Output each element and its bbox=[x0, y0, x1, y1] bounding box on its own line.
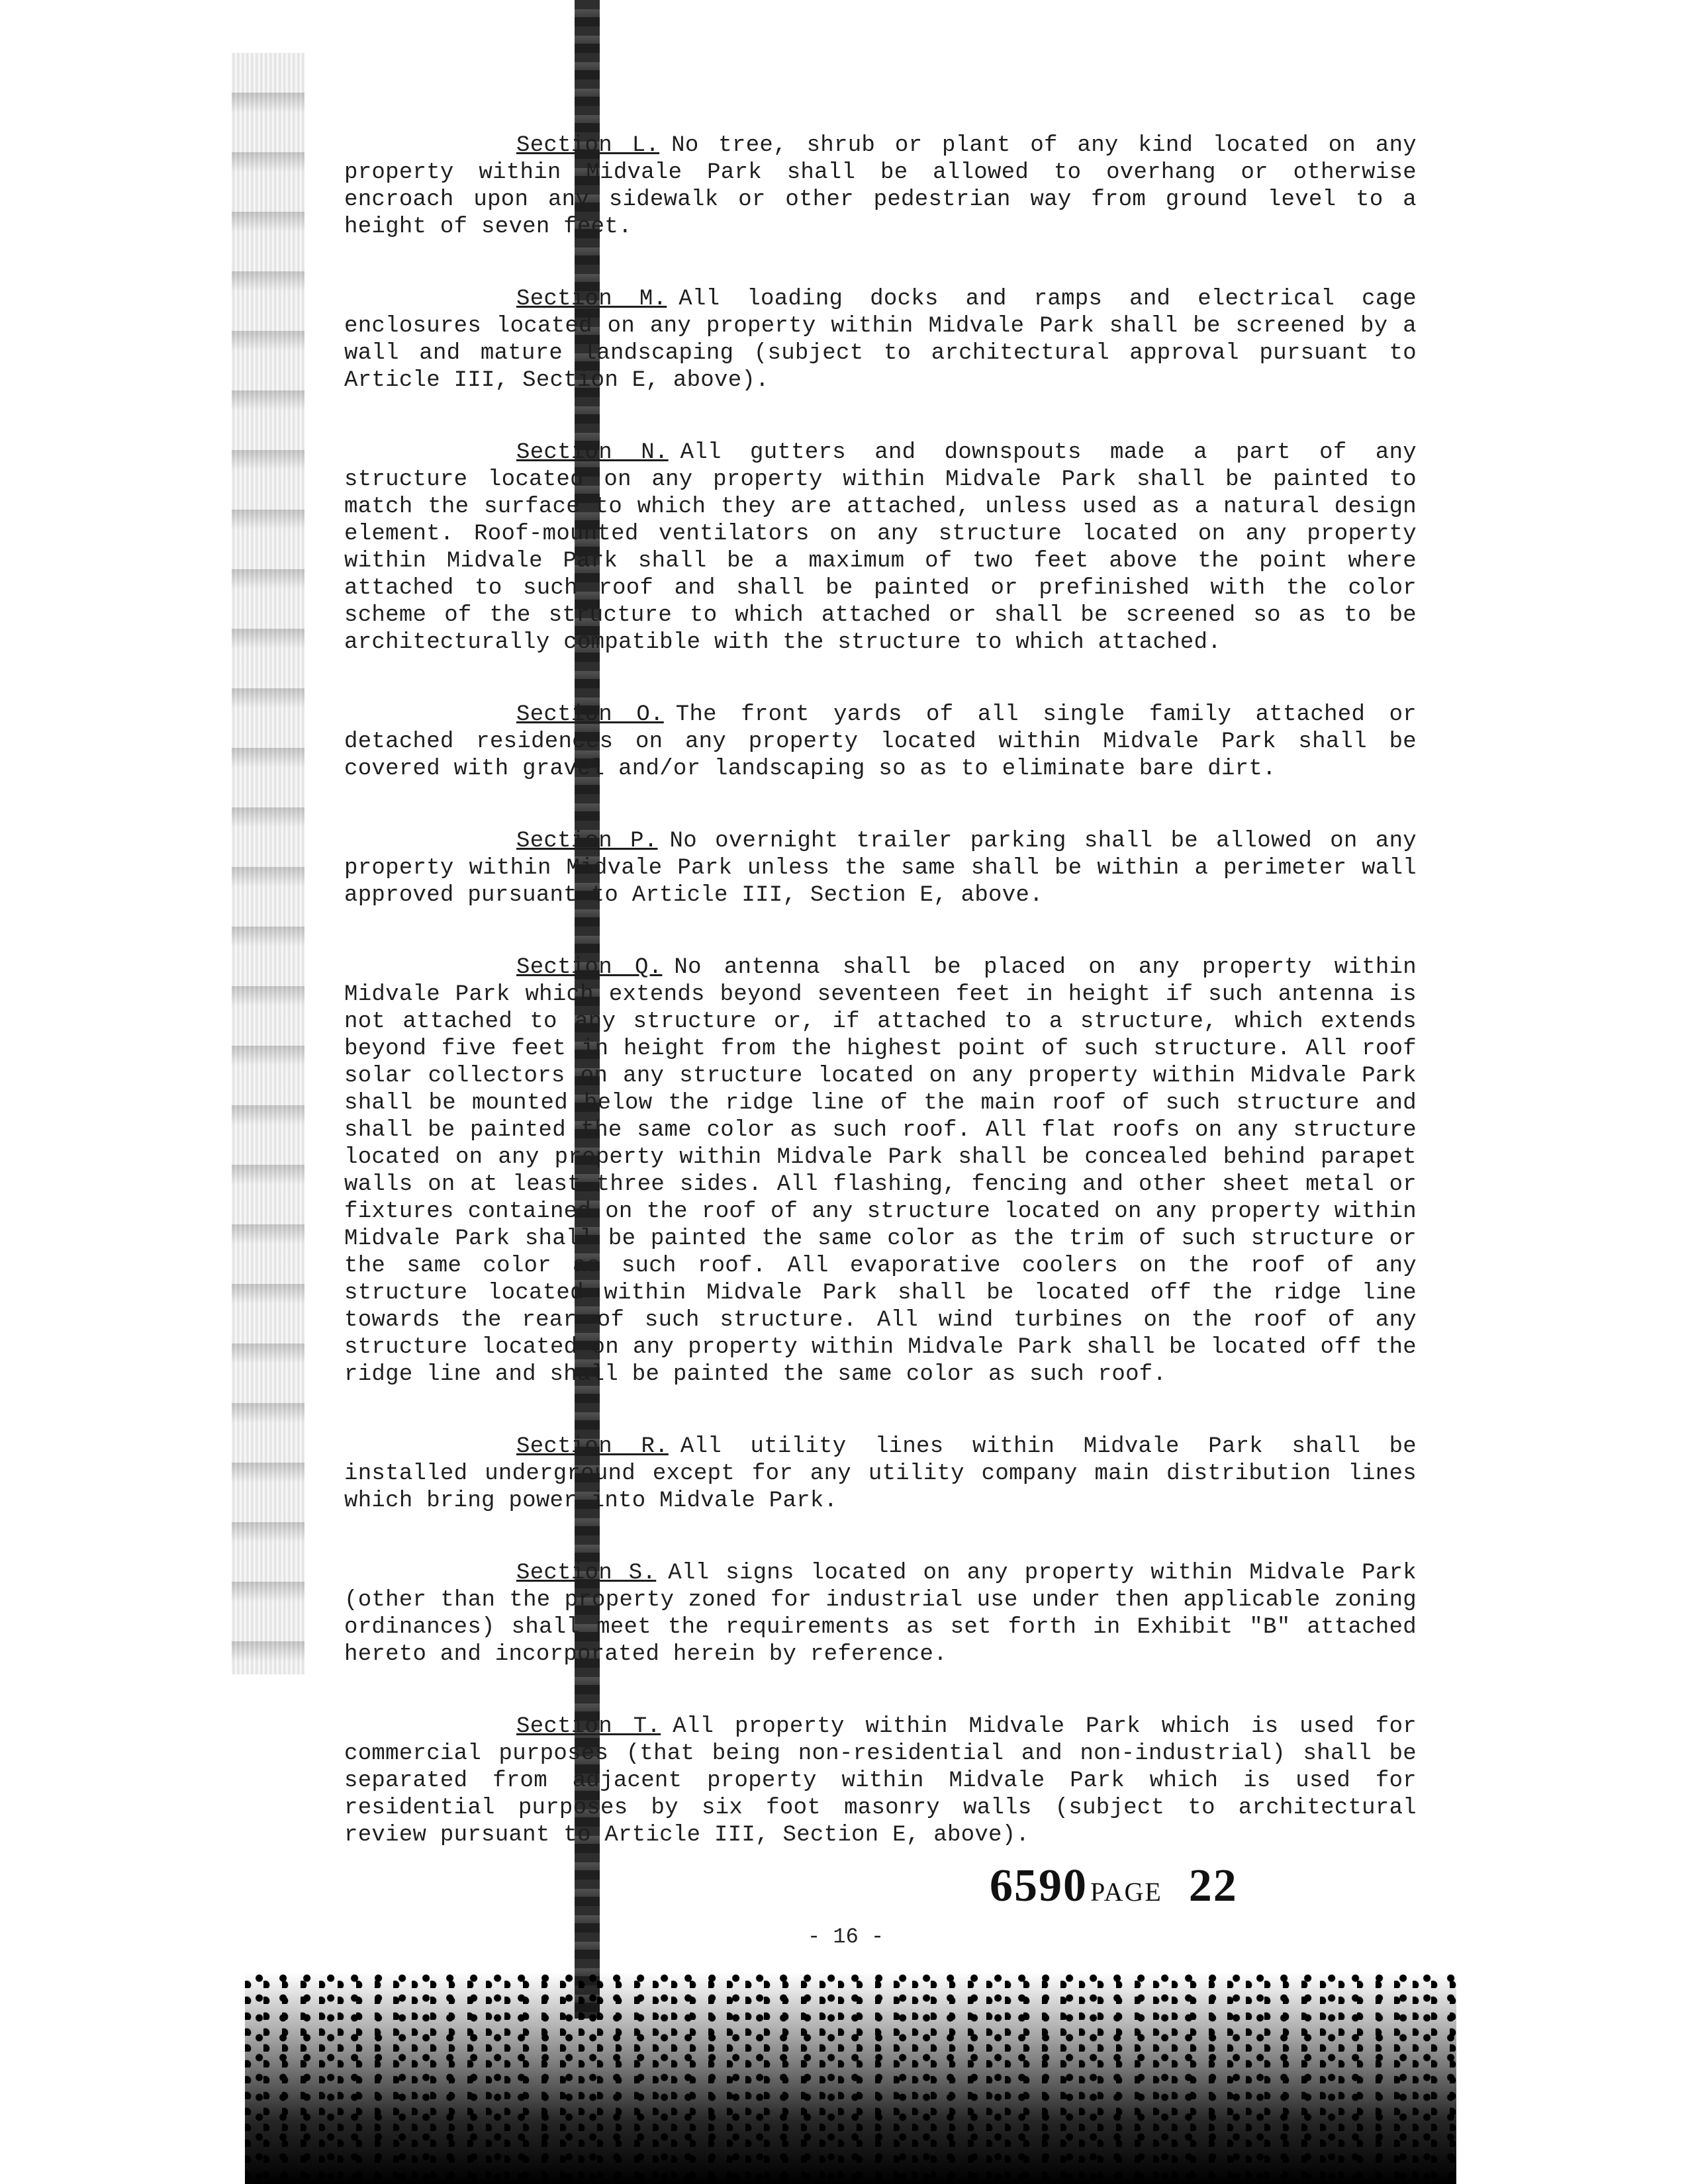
section-text: The front yards of all single family attached or detached residences on any property located within Midvale Park shall be covered with gravel and/or landscaping so as to eliminate bare dirt. bbox=[344, 702, 1417, 782]
section-text: All gutters and downspouts made a part of any structure located on any property within Midvale Park shall be painted to match the surface to which they are attached, unless used as a natural design element. Roof-mounted ventilators on any structure located on any property within Midvale Park shall be a maximum of two feet above the point where attached to such roof and shall be painted or prefinished with the color scheme of the structure to which attached or shall be screened so as to be architecturally compatible with the structure to which attached. bbox=[344, 440, 1417, 655]
document-body bbox=[344, 132, 1417, 1894]
stamp-mark: PAGE bbox=[1090, 1877, 1162, 1907]
stamp-page-number: 22 bbox=[1188, 1860, 1238, 1911]
section-paragraph bbox=[344, 1713, 1417, 1849]
section-l bbox=[344, 132, 1417, 241]
section-text: All loading docks and ramps and electrical cage enclosures located on any property within Midvale Park shall be screened by a wall and mature landscaping (subject to architectural approval pursuant to Article III, Section E, above). bbox=[344, 287, 1417, 393]
section-t bbox=[344, 1713, 1417, 1849]
section-text: All signs located on any property within Midvale Park (other than the property zoned for industrial use under then applicable zoning ordinances) shall meet the requirements as set forth in Exhibit "B" attached hereto and incorporated herein by reference. bbox=[344, 1561, 1417, 1667]
stamp-book-number: 6590 bbox=[990, 1860, 1088, 1911]
section-p bbox=[344, 828, 1417, 909]
section-text: No tree, shrub or plant of any kind located on any property within Midvale Park shall be allowed to overhang or otherwise encroach upon any sidewalk or other pedestrian way from ground level to a height of seven feet. bbox=[344, 133, 1417, 240]
section-q bbox=[344, 954, 1417, 1388]
section-m bbox=[344, 286, 1417, 394]
section-text: All property within Midvale Park which is used for commercial purposes (that being non-residential and non-industrial) shall be separated from adjacent property within Midvale Park which is used for residential purposes by six foot masonry walls (subject to architectural review pursuant to Article III, Section E, above). bbox=[344, 1714, 1417, 1848]
section-label: Section R. bbox=[516, 1434, 669, 1459]
section-label: Section T. bbox=[516, 1714, 661, 1739]
section-paragraph bbox=[344, 954, 1417, 1388]
section-r bbox=[344, 1433, 1417, 1515]
page-number: - 16 - bbox=[808, 1925, 884, 1949]
section-label: Section L. bbox=[516, 133, 660, 158]
section-paragraph bbox=[344, 1560, 1417, 1668]
section-label: Section Q. bbox=[516, 955, 663, 980]
section-label: Section M. bbox=[516, 287, 667, 312]
scan-edge-artifact bbox=[232, 53, 305, 1674]
section-label: Section N. bbox=[516, 440, 669, 465]
scan-bottom-artifact bbox=[245, 1972, 1456, 2184]
section-label: Section P. bbox=[516, 829, 658, 854]
section-label: Section S. bbox=[516, 1561, 657, 1586]
section-text: No overnight trailer parking shall be allowed on any property within Midvale Park unless the same shall be within a perimeter wall approved pursuant to Article III, Section E, above. bbox=[344, 829, 1417, 908]
recording-stamp bbox=[990, 1860, 1238, 1913]
section-s bbox=[344, 1560, 1417, 1668]
section-paragraph bbox=[344, 702, 1417, 783]
section-paragraph bbox=[344, 286, 1417, 394]
section-paragraph bbox=[344, 439, 1417, 657]
section-n bbox=[344, 439, 1417, 657]
section-o bbox=[344, 702, 1417, 783]
section-text: All utility lines within Midvale Park shall be installed underground except for any utility company main distribution lines which bring power into Midvale Park. bbox=[344, 1434, 1417, 1514]
section-paragraph bbox=[344, 132, 1417, 241]
section-label: Section O. bbox=[516, 702, 664, 727]
section-text: No antenna shall be placed on any property within Midvale Park which extends beyond seventeen feet in height if such antenna is not attached to any structure or, if attached to a structure, which extends beyond five feet in height from the highest point of such structure. All roof solar collectors on any structure located on any property within Midvale Park shall be mounted below the ridge line of the main roof of such structure and shall be painted the same color as such roof. All flat roofs on any structure located on any property within Midvale Park shall be concealed behind parapet walls on at least three sides. All flashing, fencing and other sheet metal or fixtures contained on the roof of any structure located on any property within Midvale Park shall be painted the same color as the trim of such structure or the same color as such roof. All evaporative coolers on the roof of any structure located within Midvale Park shall be located off the ridge line towards the rear of such structure. All wind turbines on the roof of any structure located on any property within Midvale Park shall be located off the ridge line and shall be painted the same color as such roof. bbox=[344, 955, 1417, 1387]
section-paragraph bbox=[344, 1433, 1417, 1515]
section-paragraph bbox=[344, 828, 1417, 909]
